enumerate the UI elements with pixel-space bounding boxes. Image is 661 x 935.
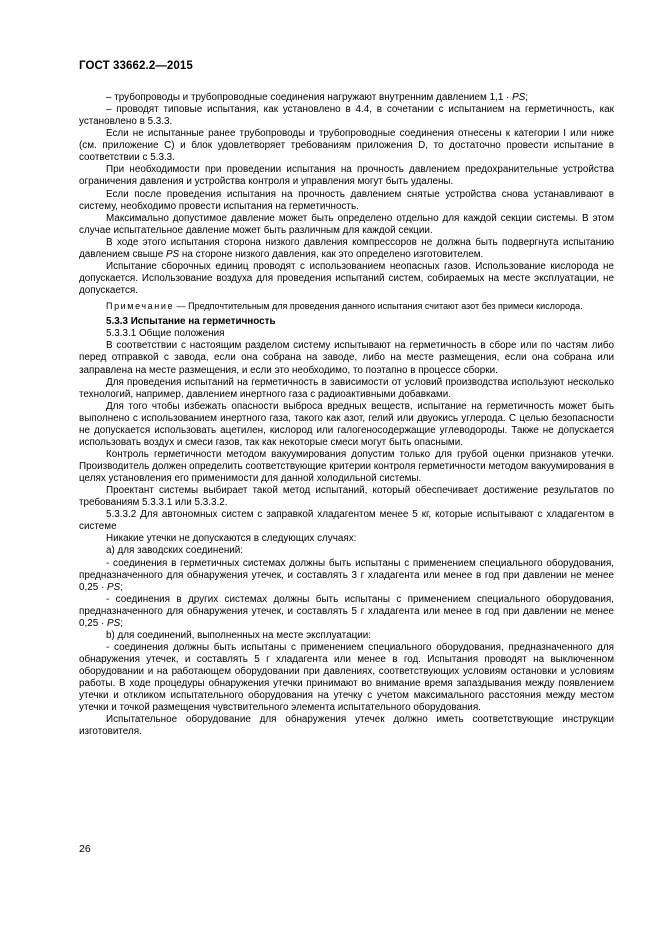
paragraph-text: на стороне низкого давления, как это определено изготовителем. (179, 248, 484, 260)
paragraph: Максимально допустимое давление может быть определено отдельно для каждой секции системы. В этом случае испытательное давление может быть различным для каждой секции. (79, 212, 614, 236)
paragraph-text: – трубопроводы и трубопроводные соединения нагружают внутренним давлением 1,1 · (106, 92, 513, 103)
list-item: а) для заводских соединений: (106, 545, 244, 557)
ps-symbol: PS (107, 581, 121, 593)
paragraph: Для проведения испытаний на герметичность в зависимости от условий производства используют несколько технологий, например, давлением инертного газа с радиоактивными добавками. (79, 376, 614, 400)
paragraph (79, 92, 614, 104)
note-dash: — (174, 301, 189, 312)
paragraph: Для того чтобы избежать опасности выброса вредных веществ, испытание на герметичность может быть выполнено с использованием инертного газа, такого как азот, гелий или двуокись углерода. С целью безопасности не допускается использовать ацетилен, кислород или галогеносодержащие углеводороды. Также не допускается использовать воздух и смеси газов, так как некоторые смеси могут быть опасными. (79, 400, 614, 448)
paragraph: Проектант системы выбирает такой метод испытаний, который обеспечивает достижение результатов по требованиям 5.3.3.1 или 5.3.3.2. (79, 485, 614, 509)
paragraph: Контроль герметичности методом вакуумирования допустим только для грубой оценки признаков утечки. Производитель должен определить соответствующие критерии контроля герметичности методом вакуумирования в целях установления его применимости для данной холодильной системы. (79, 448, 614, 485)
paragraph: Испытание сборочных единиц проводят с использованием неопасных газов. Использование кислорода не допускается. Использование воздуха для проведения испытаний систем, собираемых на месте эксплуатации, не допускается. (79, 260, 614, 296)
ps-symbol: PS (165, 248, 180, 260)
paragraph: При необходимости при проведении испытания на прочность давлением предохранительные устройства ограничения давления и устройства контроля и управления могут быть удалены. (79, 164, 614, 188)
paragraph: Если после проведения испытания на прочность давлением снятые устройства снова устанавливают в систему, необходимо провести испытания на герметичность. (79, 188, 614, 212)
page-number: 26 (79, 843, 91, 855)
subsection-heading: 5.3.3.1 Общие положения (106, 328, 225, 340)
paragraph (79, 237, 614, 261)
paragraph-text: - соединения в герметичных системах должны быть испытаны с применением специального оборудования, предназначенного для обнаружения утечек, и составлять 3 г хладагента или менее в год при давлении не менее 0,25 · (79, 557, 614, 593)
document-body (79, 92, 614, 738)
ps-symbol: PS (107, 617, 121, 629)
list-item: - соединения должны быть испытаны с применением специального оборудования, предназначенного для обнаружения утечек, и составлять 5 г хладагента или менее в год. Испытания проводят на выключенном оборудовании и на работающем оборудовании при давлениях, соответствующих условиям остановки и условиям работы. В ходе процедуры обнаружения утечки принимают во внимание время запаздывания между появлением утечки и откликом испытательного оборудования на утечку с учетом максимального расстояния между местом утечки и точкой размещения чувствительного элемента испытательного оборудования. (79, 641, 614, 714)
note (79, 301, 614, 312)
note-text: Предпочтительным для проведения данного испытания считают азот без примеси кислорода. (188, 301, 583, 312)
list-item (79, 558, 614, 594)
document-header: ГОСТ 33662.2—2015 (79, 60, 193, 72)
paragraph-text: ; (120, 617, 123, 629)
paragraph: В соответствии с настоящим разделом систему испытывают на герметичность в сборе или по частям либо перед отправкой с завода, если она собрана на заводе, либо на месте размещения, если она собрана или заправлена на месте размещения, и если это необходимо, то поэтапно в процессе сборки. (79, 340, 614, 376)
paragraph: Никакие утечки не допускаются в следующих случаях: (106, 533, 357, 545)
section-heading: 5.3.3 Испытание на герметичность (106, 316, 276, 328)
ps-symbol: PS (512, 92, 526, 103)
paragraph: 5.3.3.2 Для автономных систем с заправкой хладагентом менее 5 кг, которые испытывают с хладагентом в системе (79, 509, 614, 533)
paragraph: – проводят типовые испытания, как установлено в 4.4, в сочетании с испытанием на герметичность, как установлено в 5.3.3. (79, 104, 614, 128)
paragraph: Испытательное оборудование для обнаружения утечек должно иметь соответствующие инструкции изготовителя. (79, 714, 614, 738)
paragraph-text: В ходе этого испытания сторона низкого давления компрессоров не должна быть подвергнута испытанию давлением свыше (79, 236, 614, 260)
paragraph-text: - соединения в других системах должны быть испытаны с применением специального оборудования, предназначенного для обнаружения утечек, и составлять 5 г хладагента или менее в год при давлении не менее 0,25 · (79, 593, 614, 629)
paragraph-text: ; (525, 92, 529, 103)
list-item: b) для соединений, выполненных на месте эксплуатации: (106, 629, 372, 641)
paragraph: Если не испытанные ранее трубопроводы и трубопроводные соединения отнесены к категории I или ниже (см. приложение С) и блок удовлетворяет требованиям приложения D, то достаточно провести испытание в соответствии с 5.3.3. (79, 128, 614, 164)
note-label: Примечание (106, 301, 175, 312)
paragraph-text: ; (120, 581, 123, 593)
list-item (79, 594, 614, 630)
